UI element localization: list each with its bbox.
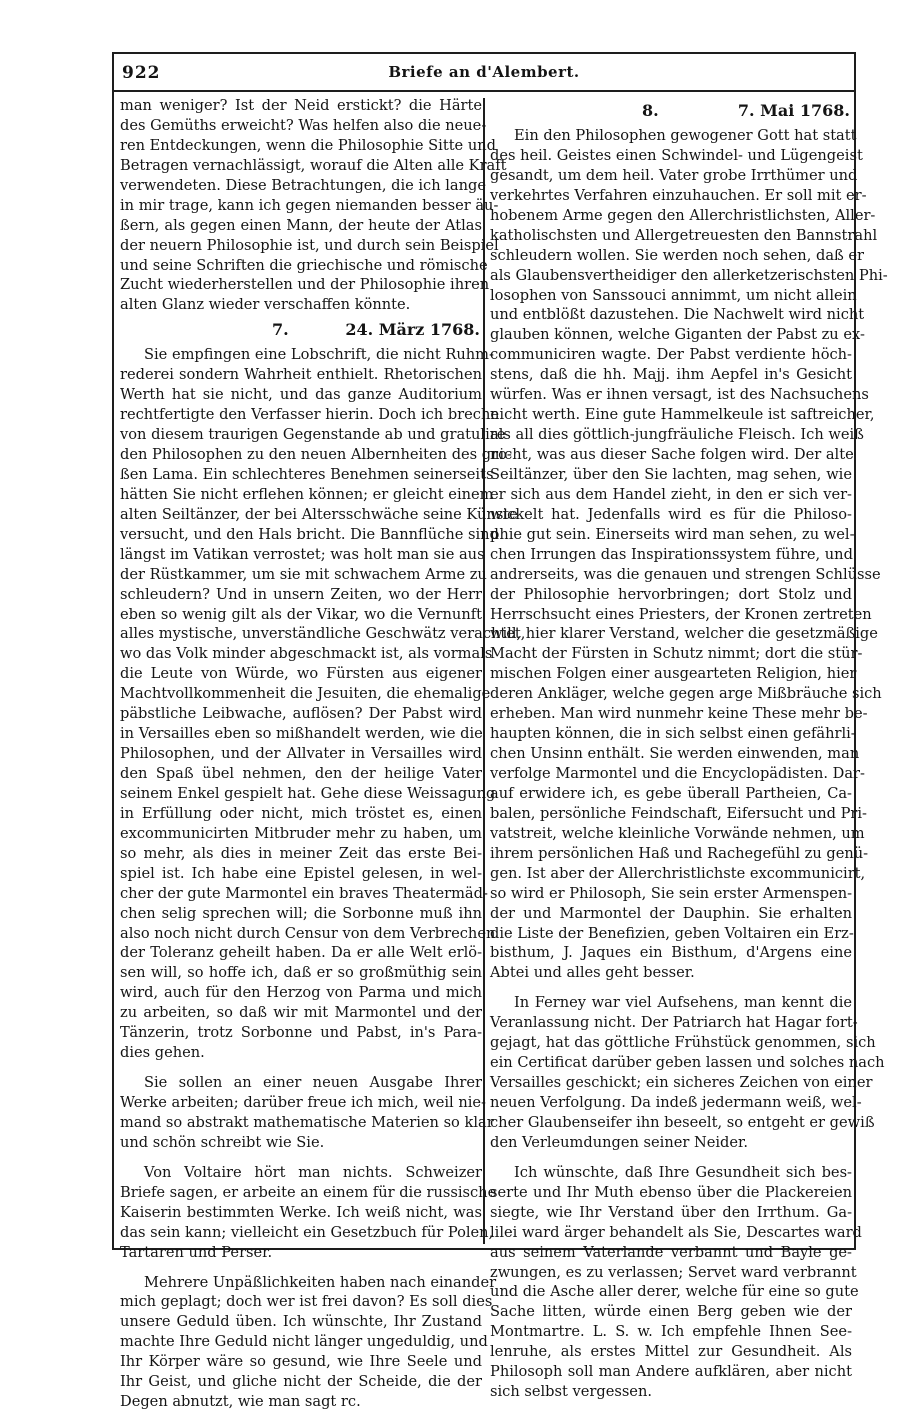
text-line: man weniger? Ist der Neid erstickt? die Härte <box>120 96 482 116</box>
text-line: Mehrere Unpäßlichkeiten haben nach einander <box>120 1273 482 1293</box>
paragraph <box>120 1073 482 1153</box>
text-line: des heil. Geistes einen Schwindel- und Lügengeist <box>490 146 852 166</box>
text-line: in Erfüllung oder nicht, mich tröstet es, einen <box>120 804 482 824</box>
text-line: hobenem Arme gegen den Allerchristlichsten, Aller- <box>490 206 852 226</box>
text-line: ren Entdeckungen, wenn die Philosophie Sitte und <box>120 136 482 156</box>
text-line: und entblößt dazustehen. Die Nachwelt wird nicht <box>490 305 852 325</box>
text-line: ihrem persönlichen Haß und Rachegefühl zu genü- <box>490 844 852 864</box>
right-column <box>490 96 852 1402</box>
text-line: schleudern? Und in unsern Zeiten, wo der Herr <box>120 585 482 605</box>
text-line: cher der gute Marmontel ein braves Theatermäd- <box>120 884 482 904</box>
text-line: Macht der Fürsten in Schutz nimmt; dort die stür- <box>490 644 852 664</box>
text-line: Versailles geschickt; ein sicheres Zeichen von einer <box>490 1073 852 1093</box>
text-line: wo das Volk minder abgeschmackt ist, als vormals <box>120 644 482 664</box>
text-line: spiel ist. Ich habe eine Epistel gelesen, in wel- <box>120 864 482 884</box>
text-line: vatstreit, welche kleinliche Vorwände nehmen, um <box>490 824 852 844</box>
text-line: gen. Ist aber der Allerchristlichste excommunicirt, <box>490 864 852 884</box>
letter-number: 7. <box>122 315 289 345</box>
text-line: die Liste der Benefizien, geben Voltairen ein Erz- <box>490 924 852 944</box>
text-line: neuen Verfolgung. Da indeß jedermann weiß, wel- <box>490 1093 852 1113</box>
text-line: Philosoph soll man Andere aufklären, aber nicht <box>490 1362 852 1382</box>
text-line: erheben. Man wird nunmehr keine These mehr be- <box>490 704 852 724</box>
text-line: von diesem traurigen Gegenstande ab und gratulire <box>120 425 482 445</box>
text-line: Ich wünschte, daß Ihre Gesundheit sich bes- <box>490 1163 852 1183</box>
paragraph <box>120 1163 482 1263</box>
text-line: glauben können, welche Giganten der Pabst zu ex- <box>490 325 852 345</box>
letter-date: 24. März 1768. <box>345 315 480 345</box>
text-line: stens, daß die hh. Majj. ihm Aepfel in's Gesicht <box>490 365 852 385</box>
text-line: andrerseits, was die genauen und strengen Schlüsse <box>490 565 852 585</box>
text-line: der Philosophie hervorbringen; dort Stolz und <box>490 585 852 605</box>
paragraph <box>490 993 852 1153</box>
text-line: Machtvollkommenheit die Jesuiten, die ehemalige <box>120 684 482 704</box>
text-line: in Versailles eben so mißhandelt werden, wie die <box>120 724 482 744</box>
text-line: mich geplagt; doch wer ist frei davon? Es soll dies <box>120 1292 482 1312</box>
text-line: der neuern Philosophie ist, und durch sein Beispiel <box>120 236 482 256</box>
text-line: zwungen, es zu verlassen; Servet ward verbrannt <box>490 1263 852 1283</box>
text-line: er sich aus dem Handel zieht, in den er sich ver- <box>490 485 852 505</box>
text-line: Ihr Körper wäre so gesund, wie Ihre Seele und <box>120 1352 482 1372</box>
text-line: päbstliche Leibwache, auflösen? Der Pabst wird <box>120 704 482 724</box>
text-line: sen will, so hoffe ich, daß er so großmüthig sein <box>120 963 482 983</box>
text-line: der Rüstkammer, um sie mit schwachem Arme zu <box>120 565 482 585</box>
text-line: Veranlassung nicht. Der Patriarch hat Hagar fort- <box>490 1013 852 1033</box>
text-line: Werke arbeiten; darüber freue ich mich, weil nie- <box>120 1093 482 1113</box>
text-line: Betragen vernachlässigt, worauf die Alten alle Kraft <box>120 156 482 176</box>
text-line: zu arbeiten, so daß wir mit Marmontel und der <box>120 1003 482 1023</box>
text-line: und seine Schriften die griechische und römische <box>120 256 482 276</box>
text-line: alles mystische, unverständliche Geschwätz verachtet, <box>120 624 482 644</box>
text-line: den Philosophen zu den neuen Albernheiten des gro- <box>120 445 482 465</box>
text-line: wickelt hat. Jedenfalls wird es für die Philoso- <box>490 505 852 525</box>
text-line: der Toleranz geheilt haben. Da er alle Welt erlö- <box>120 943 482 963</box>
text-line: deren Ankläger, welche gegen arge Mißbräuche sich <box>490 684 852 704</box>
letter-heading <box>490 96 852 126</box>
text-line: excommunicirten Mitbruder mehr zu haben, um <box>120 824 482 844</box>
letter-date: 7. Mai 1768. <box>738 96 850 126</box>
text-line: eben so wenig gilt als der Vikar, wo die Vernunft <box>120 605 482 625</box>
text-line: Tänzerin, trotz Sorbonne und Pabst, in's Para- <box>120 1023 482 1043</box>
text-line: chen Irrungen das Inspirationssystem führe, und <box>490 545 852 565</box>
text-line: bisthum, J. Jaques ein Bisthum, d'Argens eine <box>490 943 852 963</box>
text-line: In Ferney war viel Aufsehens, man kennt die <box>490 993 852 1013</box>
text-line: unsere Geduld üben. Ich wünschte, Ihr Zustand <box>120 1312 482 1332</box>
running-header <box>114 54 854 92</box>
text-line: nicht werth. Eine gute Hammelkeule ist saftreicher, <box>490 405 852 425</box>
text-line: schleudern wollen. Sie werden noch sehen, daß er <box>490 246 852 266</box>
text-line: und schön schreibt wie Sie. <box>120 1133 482 1153</box>
text-line: Zucht wiederherstellen und der Philosophie ihren <box>120 275 482 295</box>
paragraph <box>120 345 482 1063</box>
text-line: verwendeten. Diese Betrachtungen, die ich lange <box>120 176 482 196</box>
text-line: dies gehen. <box>120 1043 482 1063</box>
text-line: Von Voltaire hört man nichts. Schweizer <box>120 1163 482 1183</box>
paragraph <box>490 1163 852 1402</box>
text-line: so wird er Philosoph, Sie sein erster Armenspen- <box>490 884 852 904</box>
text-line: chen selig sprechen will; die Sorbonne muß ihn <box>120 904 482 924</box>
text-line: Abtei und alles geht besser. <box>490 963 852 983</box>
text-line: längst im Vatikan verrostet; was holt man sie aus <box>120 545 482 565</box>
text-line: katholischsten und Allergetreuesten den Bannstrahl <box>490 226 852 246</box>
text-line: haupten können, die in sich selbst einen gefährli- <box>490 724 852 744</box>
text-line: chen Unsinn enthält. Sie werden einwenden, man <box>490 744 852 764</box>
paragraph <box>490 126 852 983</box>
letter-heading <box>120 315 482 345</box>
text-line: alten Seiltänzer, der bei Altersschwäche seine Künste <box>120 505 482 525</box>
text-line: machte Ihre Geduld nicht länger ungeduldig, und <box>120 1332 482 1352</box>
text-line: ßen Lama. Ein schlechteres Benehmen seinerseits <box>120 465 482 485</box>
text-line: den Spaß übel nehmen, den der heilige Vater <box>120 764 482 784</box>
text-line: auf erwidere ich, es gebe überall Partheien, Ca- <box>490 784 852 804</box>
text-line: Sie sollen an einer neuen Ausgabe Ihrer <box>120 1073 482 1093</box>
text-line: Montmartre. L. S. w. Ich empfehle Ihnen See- <box>490 1322 852 1342</box>
text-line: rederei sondern Wahrheit enthielt. Rhetorischen <box>120 365 482 385</box>
text-line: seinem Enkel gespielt hat. Gehe diese Weissagung <box>120 784 482 804</box>
text-line: Sie empfingen eine Lobschrift, die nicht Ruhm- <box>120 345 482 365</box>
text-line: verkehrtes Verfahren einzuhauchen. Er soll mit er- <box>490 186 852 206</box>
text-line: des Gemüths erweicht? Was helfen also die neue- <box>120 116 482 136</box>
paragraph <box>120 96 482 315</box>
text-line: Ein den Philosophen gewogener Gott hat statt <box>490 126 852 146</box>
text-line: gejagt, hat das göttliche Frühstück genommen, sich <box>490 1033 852 1053</box>
text-line: lenruhe, als erstes Mittel zur Gesundheit. Als <box>490 1342 852 1362</box>
text-line: Seiltänzer, über den Sie lachten, mag sehen, wie <box>490 465 852 485</box>
text-line: Werth hat sie nicht, und das ganze Auditorium <box>120 385 482 405</box>
text-line: rechtfertigte den Verfasser hierin. Doch ich breche <box>120 405 482 425</box>
text-line: Sache litten, würde einen Berg geben wie der <box>490 1302 852 1322</box>
text-line: gesandt, um dem heil. Vater grobe Irrthümer und <box>490 166 852 186</box>
text-line: und die Asche aller derer, welche für eine so gute <box>490 1282 852 1302</box>
text-line: communiciren wagte. Der Pabst verdiente höch- <box>490 345 852 365</box>
text-line: Briefe sagen, er arbeite an einem für die russische <box>120 1183 482 1203</box>
page-number: 922 <box>122 63 161 83</box>
text-line: will, hier klarer Verstand, welcher die gesetzmäßige <box>490 624 852 644</box>
text-line: hätten Sie nicht erflehen können; er gleicht einem <box>120 485 482 505</box>
text-line: Philosophen, und der Allvater in Versailles wird <box>120 744 482 764</box>
text-line: siegte, wie Ihr Verstand über den Irrthum. Ga- <box>490 1203 852 1223</box>
text-line: das sein kann; vielleicht ein Gesetzbuch für Polen, <box>120 1223 482 1243</box>
text-line: Kaiserin bestimmten Werke. Ich weiß nicht, was <box>120 1203 482 1223</box>
text-line: der und Marmontel der Dauphin. Sie erhalten <box>490 904 852 924</box>
text-line: als Glaubensvertheidiger den allerketzerischsten Phi- <box>490 266 852 286</box>
text-line: so mehr, als dies in meiner Zeit das erste Bei- <box>120 844 482 864</box>
text-line: Herrschsucht eines Priesters, der Kronen zertreten <box>490 605 852 625</box>
text-line: serte und Ihr Muth ebenso über die Plackereien <box>490 1183 852 1203</box>
text-line: also noch nicht durch Censur von dem Verbrechen <box>120 924 482 944</box>
text-line: mischen Folgen einer ausgearteten Religion, hier <box>490 664 852 684</box>
text-line: die Leute von Würde, wo Fürsten aus eigener <box>120 664 482 684</box>
text-line: alten Glanz wieder verschaffen könnte. <box>120 295 482 315</box>
text-line: ßern, als gegen einen Mann, der heute der Atlas <box>120 216 482 236</box>
text-line: aus seinem Vaterlande verbannt und Bayle ge- <box>490 1243 852 1263</box>
letter-number: 8. <box>492 96 659 126</box>
text-line: ein Certificat darüber geben lassen und solches nach <box>490 1053 852 1073</box>
text-line: Tartaren und Perser. <box>120 1243 482 1263</box>
left-column <box>120 96 482 1412</box>
text-line: Ihr Geist, und gliche nicht der Scheide, die der <box>120 1372 482 1392</box>
paragraph <box>120 1273 482 1412</box>
text-line: sich selbst vergessen. <box>490 1382 852 1402</box>
text-line: als all dies göttlich-jungfräuliche Fleisch. Ich weiß <box>490 425 852 445</box>
text-line: Degen abnutzt, wie man sagt rc. <box>120 1392 482 1412</box>
text-line: würfen. Was er ihnen versagt, ist des Nachsuchens <box>490 385 852 405</box>
page-frame <box>112 52 856 1250</box>
text-line: phie gut sein. Einerseits wird man sehen, zu wel- <box>490 525 852 545</box>
text-line: balen, persönliche Feindschaft, Eifersucht und Pri- <box>490 804 852 824</box>
text-line: den Verleumdungen seiner Neider. <box>490 1133 852 1153</box>
text-line: mand so abstrakt mathematische Materien so klar <box>120 1113 482 1133</box>
text-line: losophen von Sanssouci annimmt, um nicht allein <box>490 286 852 306</box>
text-line: in mir trage, kann ich gegen niemanden besser äu- <box>120 196 482 216</box>
text-line: wird, auch für den Herzog von Parma und mich <box>120 983 482 1003</box>
text-line: verfolge Marmontel und die Encyclopädisten. Dar- <box>490 764 852 784</box>
text-line: cher Glaubenseifer ihn beseelt, so entgeht er gewiß <box>490 1113 852 1133</box>
text-line: lilei ward ärger behandelt als Sie, Descartes ward <box>490 1223 852 1243</box>
text-line: versucht, und den Hals bricht. Die Bannflüche sind <box>120 525 482 545</box>
running-title: Briefe an d'Alembert. <box>114 63 854 81</box>
text-line: nicht, was aus dieser Sache folgen wird. Der alte <box>490 445 852 465</box>
